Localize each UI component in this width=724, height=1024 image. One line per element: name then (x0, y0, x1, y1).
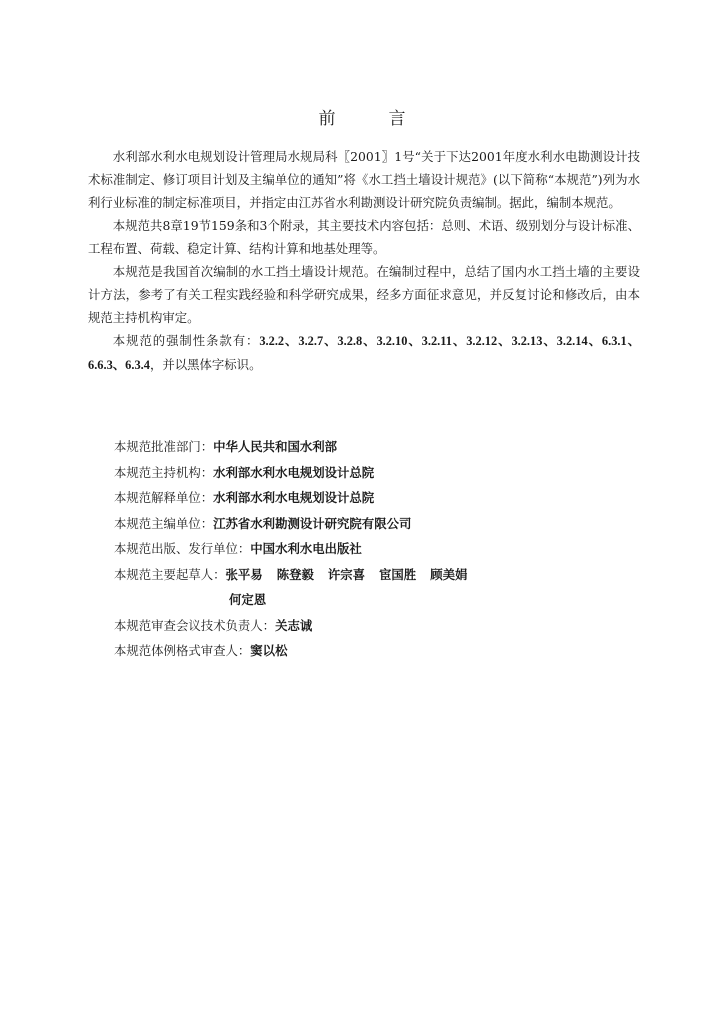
paragraph-background: 水利部水利水电规划设计管理局水规局科〖2001〗1号“关于下达2001年度水利水电勘测设计技术标准制定、修订项目计划及主编单位的通知”将《水工挡土墙设计规范》(以下简称“本规范”)列为水利行业标准的制定标准项目，并指定由江苏省水利勘测设计研究院负责编制。据此，编制本规范。 (88, 149, 640, 210)
drafter-name: 许宗喜 (327, 566, 366, 582)
format-label: 本规范体例格式审查人： (114, 643, 251, 658)
publication-info (114, 434, 634, 664)
drafter-name: 何定恩 (229, 592, 267, 607)
mandatory-suffix: ，并以黑体字标识。 (149, 357, 262, 372)
host-value: 水利部水利水电规划设计总院 (213, 464, 375, 480)
review-label: 本规范审查会议技术负责人： (114, 617, 276, 633)
paragraph-first-edition: 本规范是我国首次编制的水工挡土墙设计规范。在编制过程中，总结了国内水工挡土墙的主要设计方法，参考了有关工程实践经验和科学研究成果，经多方面征求意见，并反复讨论和修改后，由本规范主持机构审定。 (88, 264, 640, 325)
drafters-label: 本规范主要起草人： (114, 566, 226, 582)
mandatory-prefix: 本规范的强制性条款有： (112, 333, 260, 348)
approval-value: 中华人民共和国水利部 (213, 439, 338, 454)
paragraph-contents: 本规范共8章19节159条和3个附录，其主要技术内容包括：总则、术语、级别划分与设计标准、工程布置、荷载、稳定计算、结构计算和地基处理等。 (88, 218, 640, 256)
approval-row (114, 434, 634, 460)
host-row (114, 460, 634, 486)
paragraph-mandatory-clauses (88, 329, 640, 377)
interpret-row (114, 485, 634, 511)
editor-row (114, 511, 634, 537)
drafter-name: 宦国胜 (379, 566, 417, 582)
drafter-name: 顾美娟 (430, 566, 468, 582)
mandatory-clause-list: 3.2.2、3.2.7、3.2.8、3.2.10、3.2.11、3.2.12、3.2.13、3.2.14、6.3.1、6.6.3、6.3.4 (88, 334, 641, 372)
editor-value: 江苏省水利勘测设计研究院有限公司 (213, 515, 412, 531)
drafters-continued-row (114, 587, 634, 613)
format-value: 窦以松 (250, 643, 288, 658)
foreword-body (88, 145, 640, 377)
drafter-name: 陈登毅 (276, 566, 314, 582)
publisher-row (114, 536, 634, 562)
drafters-row (114, 562, 634, 588)
editor-label: 本规范主编单位： (114, 515, 214, 531)
drafter-name: 张平易 (225, 566, 263, 582)
format-row (114, 638, 634, 664)
review-row (114, 613, 634, 639)
publisher-label: 本规范出版、发行单位： (114, 541, 251, 556)
approval-label: 本规范批准部门： (114, 439, 214, 454)
interpret-value: 水利部水利水电规划设计总院 (213, 490, 375, 505)
page-title: 前 言 (318, 109, 424, 129)
host-label: 本规范主持机构： (114, 464, 214, 480)
interpret-label: 本规范解释单位： (114, 490, 214, 505)
review-value: 关志诚 (275, 617, 313, 633)
publisher-value: 中国水利水电出版社 (250, 541, 362, 556)
